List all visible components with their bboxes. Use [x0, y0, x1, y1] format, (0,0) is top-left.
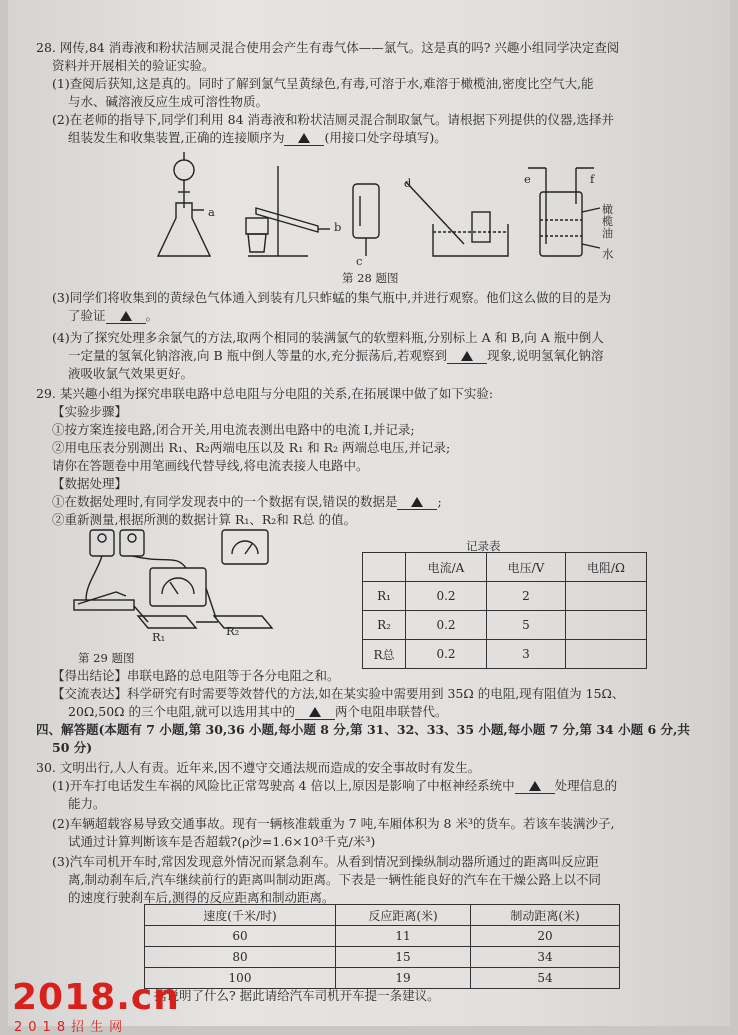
table-cell: 5	[487, 611, 566, 640]
label-f: f	[590, 172, 595, 186]
table-cell: 0.2	[406, 640, 487, 669]
table-row	[363, 640, 647, 669]
triangle-icon	[411, 497, 423, 507]
table-row	[363, 582, 647, 611]
resistor-r2	[214, 616, 272, 628]
fig28-caption: 第 28 题图	[342, 271, 399, 285]
exam-page	[8, 0, 730, 1026]
fig-label-r2: R₂	[226, 624, 240, 638]
q28-p2a: (2)在老师的指导下,同学们利用 84 消毒液和粉状洁厕灵混合制取氯气。请根据下列提供的仪器,选择并	[52, 112, 615, 127]
q30-p3a: (3)汽车司机开车时,常因发现意外情况而紧急刹车。从看到情况到操纵制动器所通过的距离叫反应距	[52, 854, 599, 869]
table-cell: 80	[145, 947, 336, 968]
table-row	[145, 926, 620, 947]
table-header-cell: 电阻/Ω	[566, 553, 647, 582]
fig29-caption: 第 29 题图	[78, 651, 135, 665]
q29-exchange2	[68, 704, 447, 720]
table-cell: 2	[487, 582, 566, 611]
table-cell	[566, 640, 647, 669]
q29-data-head: 【数据处理】	[52, 476, 128, 491]
resistor-r1	[138, 616, 196, 628]
table-header-cell: 电压/V	[487, 553, 566, 582]
triangle-icon	[120, 311, 132, 321]
q29-data2: ②重新测量,根据所测的数据计算 R₁、R₂和 R总 的值。	[52, 512, 357, 527]
q28-p4b-post: 现象,说明氢氧化钠溶	[487, 348, 604, 363]
q29-exchange2-post: 两个电阻串联替代。	[334, 704, 448, 719]
q28-p4b	[68, 348, 604, 364]
q28-apparatus-figure	[148, 148, 658, 266]
q28-p3b-pre: 了验证	[68, 308, 106, 323]
table-cell: 0.2	[406, 611, 487, 640]
q29-exchange1: 【交流表达】科学研究有时需要等效替代的方法,如在某实验中需要用到 35Ω 的电阻,现有阻值为 15Ω、	[52, 686, 625, 701]
alcohol-lamp	[248, 234, 266, 252]
q30-p1a	[52, 778, 617, 794]
table-cell	[566, 582, 647, 611]
table-cell: 34	[471, 947, 620, 968]
q29-title: 29. 某兴趣小组为探究串联电路中总电阻与分电阻的关系,在拓展课中做了如下实验:	[36, 386, 494, 401]
q28-p4a: (4)为了探究处理多余氯气的方法,取两个相同的装满氯气的软塑料瓶,分别标上 A 和 B,向 A 瓶中倒人	[52, 330, 604, 345]
q30-p2a: (2)车辆超载容易导致交通事故。现有一辆核准载重为 7 吨,车厢体积为 8 米³的货车。若该车装满沙子,	[52, 816, 615, 831]
q29-step2: ②用电压表分别测出 R₁、R₂两端电压以及 R₁ 和 R₂ 两端总电压,并记录;	[52, 440, 451, 455]
q29-steps-head: 【实验步骤】	[52, 404, 128, 419]
q30-p1a-post: 处理信息的	[554, 778, 618, 793]
logo-main-text: 2018.cn	[12, 977, 180, 1018]
q28-p4c: 液吸收氯气效果更好。	[68, 366, 194, 381]
heated-tube	[256, 208, 318, 232]
table-row	[145, 968, 620, 989]
table-cell: R₁	[363, 582, 406, 611]
conical-flask	[158, 203, 210, 256]
answer-blank[interactable]	[447, 348, 487, 364]
table-header-cell: 速度(千米/时)	[145, 905, 336, 926]
answer-blank[interactable]	[515, 778, 555, 794]
triangle-icon	[461, 351, 473, 361]
record-table-title: 记录表	[466, 539, 501, 553]
table-header-row	[363, 553, 647, 582]
switch	[78, 592, 126, 604]
label-e: e	[524, 172, 531, 186]
q28-p3a: (3)同学们将收集到的黄绿色气体通入到装有几只蚱蜢的集气瓶中,并进行观察。他们这么做的目的是为	[52, 290, 612, 305]
table-cell: 100	[145, 968, 336, 989]
table-cell: 3	[487, 640, 566, 669]
q29-conclusion: 【得出结论】串联电路的总电阻等于各分电阻之和。	[52, 668, 340, 683]
q28-p2b-pre: 组装发生和收集装置,正确的连接顺序为	[68, 130, 285, 145]
q29-exchange2-pre: 20Ω,50Ω 的三个电阻,就可以选用其中的	[68, 704, 295, 719]
q28-p2b-post: (用接口处字母填写)。	[324, 130, 447, 145]
section4-line2: 50 分)	[52, 740, 93, 755]
q28-line1: 28. 网传,84 消毒液和粉状洁厕灵混合使用会产生有毒气体——氯气。这是真的吗? 兴趣小组同学决定查阅	[36, 40, 620, 55]
q29-circuit-figure	[66, 524, 346, 644]
q30-p1a-text: (1)开车打电话发生车祸的风险比正常驾驶高 4 倍以上,原因是影响了中枢神经系统中	[52, 778, 515, 793]
q28-line2: 资料并开展相关的验证实验。	[52, 58, 215, 73]
table-cell	[566, 611, 647, 640]
answer-blank[interactable]	[284, 130, 324, 146]
q30-p1b: 能力。	[68, 796, 106, 811]
answer-blank[interactable]	[295, 704, 335, 720]
table-header-cell: 反应距离(米)	[336, 905, 471, 926]
triangle-icon	[309, 707, 321, 717]
label-water: 水	[602, 247, 614, 261]
q30-title: 30. 文明出行,人人有责。近年来,因不遵守交通法规而造成的安全事故时有发生。	[36, 760, 481, 775]
table-cell: 11	[336, 926, 471, 947]
section4-line1: 四、解答题(本题有 7 小题,第 30,36 小题,每小题 8 分,第 31、32、33、35 小题,每小题 7 分,第 34 小题 6 分,共	[36, 722, 690, 737]
logo-sub-text: 2018招生网	[14, 1020, 129, 1035]
q28-p4b-pre: 一定量的氢氧化钠溶液,向 B 瓶中倒人等量的水,充分振荡后,若观察到	[68, 348, 448, 363]
table-header-row	[145, 905, 620, 926]
table-cell: 54	[471, 968, 620, 989]
ammeter	[150, 568, 206, 606]
q30-p3b: 离,制动刹车后,汽车继续前行的距离叫制动距离。下表是一辆性能良好的汽车在干燥公路上以不同	[68, 872, 601, 887]
table-cell: R₂	[363, 611, 406, 640]
table-cell: 20	[471, 926, 620, 947]
q28-p2b	[68, 130, 447, 146]
site-logo	[12, 977, 180, 1035]
table-header-cell: 电流/A	[406, 553, 487, 582]
table-row	[363, 611, 647, 640]
q29-data1-pre: ①在数据处理时,有同学发现表中的一个数据有误,错误的数据是	[52, 494, 398, 509]
q28-p1b: 与水、碱溶液反应生成可溶性物质。	[68, 94, 269, 109]
table-cell: 0.2	[406, 582, 487, 611]
q30-p3c: 的速度行驶刹车后,测得的反应距离和制动距离。	[68, 890, 335, 905]
answer-blank[interactable]	[106, 308, 146, 324]
table-cell: R总	[363, 640, 406, 669]
voltmeter	[222, 530, 268, 564]
label-c: c	[356, 254, 363, 268]
record-table	[362, 552, 647, 669]
label-b: b	[334, 220, 342, 234]
triangle-icon	[529, 781, 541, 791]
water-trough	[433, 224, 508, 256]
table-cell: 60	[145, 926, 336, 947]
fig-label-r1: R₁	[152, 630, 166, 644]
q28-p3b-post: 。	[145, 308, 159, 323]
label-a: a	[208, 205, 215, 219]
label-olive-oil: 橄榄油	[602, 203, 613, 240]
table-row	[145, 947, 620, 968]
q30-p2b: 试通过计算判断该车是否超载?(ρ沙=1.6×10³千克/米³)	[68, 834, 376, 849]
q28-p1a: (1)查阅后获知,这是真的。同时了解到氯气呈黄绿色,有毒,可溶于水,难溶于橄榄油,密度比空气大,能	[52, 76, 594, 91]
q28-p3b	[68, 308, 158, 324]
table-header-cell: 制动距离(米)	[471, 905, 620, 926]
speed-distance-table	[144, 904, 620, 989]
q29-data1	[52, 494, 442, 510]
q30-last-line: 据说明了什么? 据此请给汽车司机开车提一条建议。	[154, 988, 440, 1003]
q29-step1: ①按方案连接电路,闭合开关,用电流表测出电路中的电流 I,并记录;	[52, 422, 415, 437]
funnel-bulb	[174, 160, 194, 180]
table-header-cell	[363, 553, 406, 582]
gas-jar	[353, 184, 379, 238]
table-cell: 19	[336, 968, 471, 989]
label-d: d	[404, 176, 412, 190]
triangle-icon	[298, 133, 310, 143]
q29-data1-post: ;	[437, 494, 442, 509]
table-cell: 15	[336, 947, 471, 968]
answer-blank[interactable]	[397, 494, 437, 510]
q29-step-note: 请你在答题卷中用笔画线代替导线,将电流表接人电路中。	[52, 458, 369, 473]
